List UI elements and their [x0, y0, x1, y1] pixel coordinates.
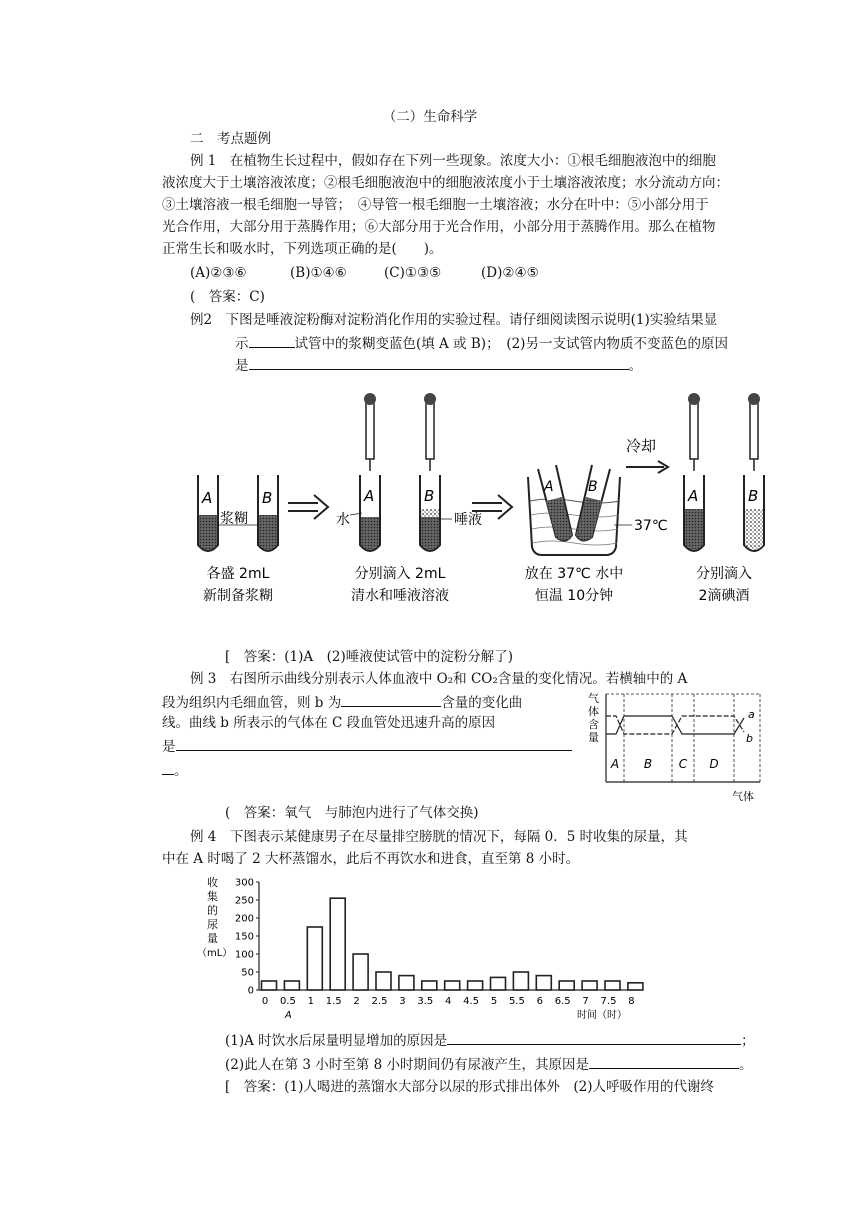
chart-marker-a: A [284, 1010, 292, 1021]
chart-x-tick-label: 1 [307, 996, 314, 1007]
chart-bar [422, 981, 437, 990]
experiment-diagram [190, 385, 790, 620]
segment-a: A [610, 757, 620, 771]
chart-x-tick-label: 5.5 [508, 996, 525, 1007]
curve-b [606, 716, 744, 734]
chart-y-tick-label: 0 [247, 985, 254, 997]
chart-x-tick-label: 3 [399, 996, 406, 1007]
chart-x-tick-label: 3.5 [417, 996, 434, 1007]
ex3-line-5 [162, 760, 188, 780]
tube-b-label: B [588, 479, 598, 495]
answer-blank[interactable] [341, 692, 441, 707]
ex3-line-2-end: 含量的变化曲 [441, 695, 523, 711]
ex3-answer: ( 答案：氧气 与肺泡内进行了气体交换) [225, 805, 479, 821]
chart-y-tick-label: 250 [234, 895, 254, 907]
caption-stage2-line2: 清水和唾液溶液 [351, 588, 449, 604]
chart-y-label-3: 的 [207, 904, 218, 917]
cooling-label: 冷却 [626, 437, 657, 455]
ex3-line-3: 线。曲线 b 所表示的气体在 C 段血管处迅速升高的原因 [162, 715, 496, 731]
tube-a-label: A [202, 489, 213, 507]
chart-y-label-5: 量 [207, 932, 218, 945]
chart-bar [582, 981, 597, 990]
answer-blank[interactable] [447, 1030, 741, 1045]
chart-bar [491, 977, 506, 990]
chart-bar [399, 976, 414, 990]
water-bath-beaker [528, 465, 668, 555]
ex4-question-1-end: ； [741, 1033, 755, 1049]
caption-stage1-line2: 新制备浆糊 [203, 588, 273, 604]
ex4-question-2-end: 。 [738, 1057, 753, 1073]
chart-x-label: 时间（时） [577, 1010, 627, 1021]
page-title: （二）生命科学 [382, 109, 478, 125]
chart-x-tick-label: 4 [445, 996, 452, 1007]
ex1-line-3: ③土壤溶液一根毛细胞一导管； ④导管一根毛细胞一土壤溶液；水分在叶中：⑤小部分用于 [162, 197, 709, 213]
segment-d: D [709, 757, 719, 771]
ex4-question-2-start: (2)此人在第 3 小时至第 8 小时期间仍有尿液产生，其原因是 [225, 1057, 589, 1073]
caption-stage3-line1: 放在 37℃ 水中 [524, 566, 624, 582]
chart-bar [559, 981, 574, 990]
ex1-option-d: (D)②④⑤ [481, 265, 539, 281]
ex2-line-3-start: 是 [235, 358, 249, 374]
answer-blank[interactable] [589, 1054, 739, 1069]
chart-x-tick-label: 0.5 [279, 996, 296, 1007]
ex4-question-1-start: (1)A 时饮水后尿量明显增加的原因是 [225, 1033, 448, 1049]
gas-x-label: 气体 [732, 790, 754, 803]
ex2-line-3-end: 。 [628, 358, 642, 374]
caption-stage2-line1: 分别滴入 2mL [354, 566, 446, 582]
ex3-line-5-end: 。 [174, 763, 188, 779]
chart-bar [605, 981, 620, 990]
ex2-line-3 [235, 355, 642, 375]
ex1-line-2: 液浓度大于土壤溶液浓度；②根毛细胞液泡中的细胞液浓度小于土壤溶液浓度；水分流动方向： [162, 175, 729, 191]
caption-stage3-line2: 恒温 10分钟 [534, 588, 614, 604]
chart-y-tick-label: 200 [234, 913, 254, 925]
ex2-line-2 [235, 333, 728, 353]
curve-a [606, 716, 744, 734]
chart-y-label-2: 集 [207, 890, 218, 903]
ex4-line-2: 中在 A 时喝了 2 大杯蒸馏水，此后不再饮水和进食，直至第 8 小时。 [162, 851, 580, 867]
chart-y-tick-label: 100 [234, 949, 254, 961]
water-label: 水 [336, 512, 350, 528]
curve-a-label: a [748, 708, 755, 721]
chart-y-tick-label: 150 [234, 931, 254, 943]
chart-x-tick-label: 7 [582, 996, 589, 1007]
chart-x-tick-label: 5 [490, 996, 498, 1007]
ex3-line-2 [162, 692, 522, 712]
chart-x-tick-label: 1.5 [325, 996, 342, 1007]
chart-bar [513, 972, 528, 990]
chart-y-tick-label: 50 [241, 967, 254, 979]
temperature-label: 37℃ [634, 518, 668, 534]
chart-bar [445, 981, 460, 990]
chart-bar [330, 898, 345, 990]
caption-stage4-line1: 分别滴入 [696, 566, 752, 582]
gas-y-label-2: 体 [588, 705, 599, 718]
ex1-option-b: (B)①④⑥ [290, 265, 347, 281]
chart-x-tick-label: 6.5 [554, 996, 571, 1007]
curve-b-label: b [746, 732, 753, 745]
chart-bar [262, 981, 277, 990]
tube-a-label: A [364, 487, 375, 505]
chart-bar [536, 976, 551, 990]
answer-blank[interactable] [249, 333, 295, 348]
ex3-line-4 [162, 736, 572, 756]
ex2-line-2-start: 示 [235, 336, 249, 352]
gas-content-diagram [582, 686, 778, 804]
ex4-line-1: 例 4 下图表示某健康男子在尽量排空膀胱的情况下，每隔 0．5 时收集的尿量，其 [190, 829, 688, 845]
tube-a-label: A [688, 487, 699, 505]
chart-bar [353, 954, 368, 990]
stage2-tubes [336, 393, 482, 551]
caption-stage4-line2: 2滴碘酒 [698, 588, 750, 604]
ex4-answer: [ 答案：(1)人喝进的蒸馏水大部分以尿的形式排出体外 (2)人呼吸作用的代谢终 [225, 1079, 715, 1095]
chart-y-tick-label: 300 [234, 877, 254, 889]
saliva-label: 唾液 [454, 512, 482, 528]
segment-b: B [643, 757, 653, 771]
tube-a-label: A [544, 479, 554, 495]
ex2-answer: [ 答案：(1)A (2)唾液使试管中的淀粉分解了) [225, 649, 514, 665]
chart-x-tick-label: 8 [628, 996, 635, 1007]
answer-blank[interactable] [162, 760, 174, 775]
gas-y-label-1: 气 [588, 692, 599, 705]
ex1-line-1: 例 1 在植物生长过程中，假如存在下列一些现象。浓度大小：①根毛细胞液泡中的细胞 [190, 153, 716, 169]
chart-x-tick-label: 0 [261, 996, 269, 1007]
gas-y-label-3: 含 [588, 718, 599, 731]
chart-x-tick-label: 6 [536, 996, 543, 1007]
stage4-tubes [684, 393, 764, 551]
tube-b-label: B [748, 487, 759, 505]
chart-x-tick-label: 7.5 [600, 996, 617, 1007]
ex3-line-1: 例 3 右图所示曲线分别表示人体血液中 O₂和 CO₂含量的变化情况。若横轴中的 A [190, 671, 688, 687]
chart-y-label-4: 尿 [207, 918, 218, 931]
arrow-icon [626, 437, 668, 473]
ex1-answer: ( 答案：C) [190, 289, 265, 305]
chart-x-tick-label: 4.5 [463, 996, 480, 1007]
answer-blank[interactable] [176, 736, 572, 751]
ex4-question-2 [225, 1054, 752, 1074]
caption-stage1-line1: 各盛 2mL [206, 566, 270, 582]
paste-label: 浆糊 [220, 511, 248, 527]
ex1-option-a: (A)②③⑥ [190, 265, 247, 281]
answer-blank[interactable] [249, 355, 629, 370]
segment-c: C [678, 757, 688, 771]
chart-bar [284, 981, 299, 990]
chart-bar [376, 972, 391, 990]
ex3-line-4-start: 是 [162, 739, 176, 755]
stage1-tubes [198, 475, 278, 551]
arrow-icon [288, 495, 328, 519]
chart-bar [468, 981, 483, 990]
chart-bar [628, 983, 643, 990]
ex1-line-4: 光合作用，大部分用于蒸腾作用；⑥大部分用于光合作用，小部分用于蒸腾作用。那么在植物 [162, 219, 716, 235]
chart-y-label-unit: （mL） [197, 948, 233, 959]
tube-b-label: B [424, 487, 435, 505]
ex1-line-5: 正常生长和吸水时，下列选项正确的是( )。 [162, 241, 443, 257]
chart-x-tick-label: 2.5 [371, 996, 388, 1007]
ex2-line-2-end: 试管中的浆糊变蓝色(填 A 或 B)； (2)另一支试管内物质不变蓝色的原因 [294, 336, 728, 352]
chart-y-label-1: 收 [207, 876, 218, 889]
ex1-option-c: (C)①③⑤ [384, 265, 442, 281]
ex4-question-1 [225, 1030, 755, 1050]
ex2-line-1: 例2 下图是唾液淀粉酶对淀粉消化作用的实验过程。请仔细阅读图示说明(1)实验结果显 [190, 312, 718, 328]
chart-x-tick-label: 2 [353, 996, 360, 1007]
tube-b-label: B [262, 489, 273, 507]
chart-bar [307, 927, 322, 990]
urine-bar-chart [195, 872, 665, 1022]
ex3-line-2-start: 段为组织内毛细血管，则 b 为 [162, 695, 342, 711]
section-heading: 二 考点题例 [190, 131, 271, 147]
gas-y-label-4: 量 [588, 731, 599, 744]
